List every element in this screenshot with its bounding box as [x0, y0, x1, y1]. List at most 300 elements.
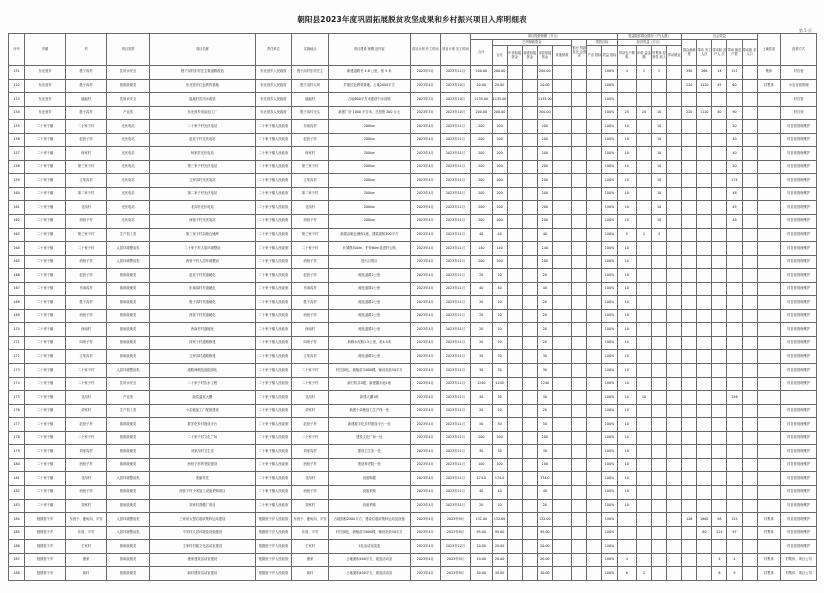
- cell-type: 基础设施类: [107, 458, 150, 472]
- cell-emp: [697, 133, 712, 147]
- cell-village: 二十家子村: [66, 120, 107, 134]
- cell-unit: 根德营子乡人民政府: [255, 567, 292, 581]
- cell-town: 二十家子镇: [25, 458, 66, 472]
- cell-emp2: 45: [712, 79, 727, 93]
- cell-seq: 181: [9, 472, 25, 486]
- cell-other: [552, 499, 571, 513]
- cell-city: 20.00: [537, 79, 552, 93]
- cell-end: 2023年9月: [440, 526, 470, 540]
- cell-village: 康家: [66, 553, 107, 567]
- cell-benefit: 100%: [602, 66, 617, 80]
- cell-end: 2023年11月: [440, 472, 470, 486]
- cell-collective: [652, 567, 667, 581]
- cell-annual: 10: [617, 215, 636, 229]
- cell-land: [757, 499, 781, 513]
- cell-jobs: [667, 472, 682, 486]
- cell-town: 二十家子镇: [25, 445, 66, 459]
- cell-end: 2023年11月: [440, 336, 470, 350]
- cell-jobs: [667, 391, 682, 405]
- cell-village: 胜子沟村: [66, 296, 107, 310]
- cell-city: 20: [537, 499, 552, 513]
- cell-emp2: [712, 120, 727, 134]
- cell-seq: 164: [9, 242, 25, 256]
- cell-town: 二十家子镇: [25, 472, 66, 486]
- cell-town: 东北营乡: [25, 79, 66, 93]
- cell-annual: 10: [617, 120, 636, 134]
- cell-collective: 2: [652, 66, 667, 80]
- cell-village: 杨家村: [66, 147, 107, 161]
- cell-seq: 158: [9, 160, 25, 174]
- cell-city: 95.00: [537, 526, 552, 540]
- cell-benefit: 100%: [602, 323, 617, 337]
- cell-total: 200: [471, 187, 493, 201]
- cell-annual: 10: [617, 201, 636, 215]
- cell-output: [587, 93, 602, 107]
- cell-total: 30: [471, 445, 493, 459]
- table-row: [9, 187, 817, 201]
- cell-output: [587, 269, 602, 283]
- cell-impl: 二十家子村: [292, 377, 329, 391]
- cell-poor-p: [742, 120, 757, 134]
- cell-emp: [697, 242, 712, 256]
- cell-seq: 165: [9, 255, 25, 269]
- cell-mode: 村自营管理维护: [781, 364, 817, 378]
- cell-land: [757, 296, 781, 310]
- cell-output: [587, 553, 602, 567]
- cell-fiscal-total: 100: [492, 458, 507, 472]
- page-title: 朝阳县2023年度巩固拓展脱贫攻坚成果和乡村振兴项目入库明细表: [297, 15, 527, 24]
- cell-seq: 167: [9, 282, 25, 296]
- cell-other: [552, 485, 571, 499]
- cell-type: 基础设施类: [107, 445, 150, 459]
- cell-sat: [682, 350, 697, 364]
- table-row: [9, 485, 817, 499]
- cell-annual: 10: [617, 323, 636, 337]
- cell-town: 二十家子镇: [25, 215, 66, 229]
- cell-sat: [682, 418, 697, 432]
- cell-poor-h: [727, 309, 742, 323]
- cell-benefit: 100%: [602, 472, 617, 486]
- col-name: 项目名称: [150, 34, 256, 66]
- cell-output: [587, 120, 602, 134]
- cell-output: [587, 377, 602, 391]
- cell-province: [522, 445, 537, 459]
- cell-impl: 东营、平安: [292, 526, 329, 540]
- cell-town: 二十家子镇: [25, 404, 66, 418]
- cell-mode: 村自营管理维护: [781, 296, 817, 310]
- cell-fiscal-total: 200: [492, 201, 507, 215]
- cell-emp2: [712, 201, 727, 215]
- cell-village: 北沟村: [66, 391, 107, 405]
- cell-city: 30: [537, 445, 552, 459]
- cell-province: [522, 120, 537, 134]
- cell-benefit: 100%: [602, 431, 617, 445]
- cell-town: 根德营子乡: [25, 513, 66, 527]
- cell-start: 2023年4月: [410, 269, 440, 283]
- cell-impl: 二十家子村: [292, 431, 329, 445]
- cell-fiscal-total: 200: [492, 133, 507, 147]
- col-village: 村: [66, 34, 107, 66]
- cell-city: 20: [537, 323, 552, 337]
- cell-mode: 村自营管理维护: [781, 147, 817, 161]
- table-body: [9, 66, 817, 581]
- cell-central: [507, 79, 522, 93]
- col-impl: 实施地点: [292, 34, 329, 66]
- cell-poor-h: [727, 93, 742, 107]
- cell-output: [587, 336, 602, 350]
- cell-poor-h: [727, 445, 742, 459]
- cell-town: 二十家子镇: [25, 147, 66, 161]
- cell-benefit: 100%: [602, 404, 617, 418]
- cell-start: 2023年4月: [410, 336, 440, 350]
- cell-total: 40: [471, 228, 493, 242]
- cell-land: 村集体: [757, 513, 781, 527]
- cell-central: [507, 336, 522, 350]
- cell-town: 二十家子镇: [25, 120, 66, 134]
- cell-city: 200: [537, 255, 552, 269]
- cell-benefit: 100%: [602, 458, 617, 472]
- cell-output: [587, 133, 602, 147]
- cell-emp: [697, 228, 712, 242]
- cell-other: [552, 269, 571, 283]
- cell-other: [552, 323, 571, 337]
- cell-type: 光伏电站: [107, 174, 150, 188]
- cell-land: [757, 120, 781, 134]
- cell-central: [507, 187, 522, 201]
- cell-sat: [682, 323, 697, 337]
- cell-total: 200: [471, 160, 493, 174]
- cell-content: 设备购置: [328, 472, 410, 486]
- cell-emp: [697, 350, 712, 364]
- cell-central: [507, 66, 522, 80]
- cell-land: [757, 445, 781, 459]
- cell-name: 西营子村光伏电站: [150, 215, 256, 229]
- cell-annual: 10: [617, 174, 636, 188]
- cell-central: [507, 391, 522, 405]
- cell-bank: [572, 445, 587, 459]
- cell-end: 2023年10月: [440, 79, 470, 93]
- cell-sat: 220: [682, 79, 697, 93]
- cell-fiscal-total: 20.00: [492, 540, 507, 554]
- cell-province: [522, 485, 537, 499]
- table-row: [9, 513, 817, 527]
- cell-poor-h: [727, 228, 742, 242]
- cell-central: [507, 201, 522, 215]
- cell-province: [522, 458, 537, 472]
- cell-land: [757, 255, 781, 269]
- cell-fiscal-total: 200: [492, 431, 507, 445]
- cell-incomes: [636, 242, 651, 256]
- cell-poor-h: 174: [727, 174, 742, 188]
- cell-sat: [682, 296, 697, 310]
- cell-other: [552, 404, 571, 418]
- cell-benefit: 100%: [602, 106, 617, 120]
- cell-incomes: [636, 160, 651, 174]
- cell-unit: 二十家子镇人民政府: [255, 242, 292, 256]
- cell-impl: 西营子村: [292, 215, 329, 229]
- cell-seq: 173: [9, 364, 25, 378]
- cell-poor-h: [727, 242, 742, 256]
- cell-other: [552, 66, 571, 80]
- cell-collective: 10: [652, 147, 667, 161]
- cell-start: 2023年4月: [410, 120, 440, 134]
- cell-bank: [572, 458, 587, 472]
- cell-collective: [652, 350, 667, 364]
- cell-town: 二十家子镇: [25, 323, 66, 337]
- table-row: [9, 215, 817, 229]
- cell-poor-p: [742, 255, 757, 269]
- cell-other: [552, 242, 571, 256]
- cell-poor-h: [727, 269, 742, 283]
- cell-fiscal-total: 20: [492, 499, 507, 513]
- cell-fiscal-total: 200: [492, 160, 507, 174]
- cell-central: [507, 147, 522, 161]
- cell-emp: [697, 391, 712, 405]
- cell-annual: 10: [617, 418, 636, 432]
- cell-bank: [572, 336, 587, 350]
- cell-poor-h: [727, 431, 742, 445]
- cell-fiscal-total: 20: [492, 404, 507, 418]
- cell-unit: 二十家子镇人民政府: [255, 458, 292, 472]
- cell-city: 40: [537, 228, 552, 242]
- cell-town: 二十家子镇: [25, 228, 66, 242]
- cell-village: 西南村: [66, 323, 107, 337]
- cell-village: 东营子、鹿角沟、平安: [66, 513, 107, 527]
- cell-fiscal-total: 200.00: [492, 66, 507, 80]
- cell-jobs: [667, 418, 682, 432]
- cell-type: 基础设施类: [107, 567, 150, 581]
- cell-start: 2023年4月: [410, 499, 440, 513]
- table-row: [9, 296, 817, 310]
- cell-village: 第二家子村: [66, 187, 107, 201]
- cell-collective: [652, 404, 667, 418]
- cell-end: 2023年11月: [440, 391, 470, 405]
- cell-town: 二十家子镇: [25, 391, 66, 405]
- cell-output: [587, 567, 602, 581]
- cell-total: 20: [471, 336, 493, 350]
- cell-output: [587, 66, 602, 80]
- cell-fiscal-total: 1135.00: [492, 93, 507, 107]
- cell-unit: 二十家子镇人民政府: [255, 282, 292, 296]
- cell-province: [522, 567, 537, 581]
- cell-mode: 村自营管理维护: [781, 485, 817, 499]
- cell-bank: [572, 255, 587, 269]
- cell-emp: [697, 93, 712, 107]
- cell-content: 扩建红色教育基地，占地2000平方: [328, 79, 410, 93]
- cell-collective: [652, 377, 667, 391]
- cell-unit: 二十家子镇人民政府: [255, 201, 292, 215]
- cell-impl: 东营子、鹿角沟、平安: [292, 513, 329, 527]
- cell-type: 基础设施类: [107, 269, 150, 283]
- cell-name: 道路两侧及庭院绿化: [150, 364, 256, 378]
- cell-start: 2023年4月: [410, 215, 440, 229]
- cell-village: 刘家沟村: [66, 445, 107, 459]
- cell-jobs: [667, 255, 682, 269]
- cell-total: 1240: [471, 377, 493, 391]
- cell-other: [552, 228, 571, 242]
- cell-unit: 东北营乡人民政府: [255, 93, 292, 107]
- cell-collective: [652, 553, 667, 567]
- cell-central: [507, 567, 522, 581]
- cell-land: [757, 228, 781, 242]
- cell-name: 王家村村级文化活动室建设: [150, 540, 256, 554]
- cell-total: 100: [471, 458, 493, 472]
- cell-type: 饮用水安全: [107, 377, 150, 391]
- cell-unit: 二十家子镇人民政府: [255, 215, 292, 229]
- cell-poor-p: [742, 553, 757, 567]
- cell-fiscal-total: 20.00: [492, 553, 507, 567]
- cell-town: 二十家子镇: [25, 309, 66, 323]
- cell-land: 村集体: [757, 526, 781, 540]
- cell-type: 人居环境整治类: [107, 472, 150, 486]
- cell-province: [522, 282, 537, 296]
- col-group-econ: 经济效益（万元）: [617, 40, 682, 46]
- cell-poor-p: [742, 242, 757, 256]
- cell-poor-h: [727, 296, 742, 310]
- cell-start: 2023年4月: [410, 404, 440, 418]
- cell-collective: 10: [652, 160, 667, 174]
- cell-start: 2023年4月: [410, 187, 440, 201]
- cell-end: 2023年11月: [440, 296, 470, 310]
- cell-content: 200kw: [328, 215, 410, 229]
- col-town: 乡镇: [25, 34, 66, 66]
- cell-province: [522, 404, 537, 418]
- cell-sat: [682, 526, 697, 540]
- cell-total: 174.0: [471, 472, 493, 486]
- cell-benefit: 100%: [602, 242, 617, 256]
- cell-unit: 东北营乡人民政府: [255, 66, 292, 80]
- cell-sat: [682, 242, 697, 256]
- cell-end: 2023年9月: [440, 567, 470, 581]
- cell-collective: 10: [652, 215, 667, 229]
- cell-poor-h: [727, 255, 742, 269]
- cell-output: [587, 242, 602, 256]
- cell-start: 2023年3月: [410, 106, 440, 120]
- cell-unit: 二十家子镇人民政府: [255, 147, 292, 161]
- cell-town: 二十家子镇: [25, 160, 66, 174]
- cell-seq: 151: [9, 66, 25, 80]
- cell-end: 2023年11月: [440, 66, 470, 80]
- cell-incomes: 10: [636, 391, 651, 405]
- cell-sat: [682, 187, 697, 201]
- cell-fiscal-total: 200: [492, 215, 507, 229]
- cell-town: 二十家子镇: [25, 418, 66, 432]
- cell-jobs: [667, 350, 682, 364]
- cell-emp2: [712, 336, 727, 350]
- cell-collective: [652, 93, 667, 107]
- cell-emp: [697, 404, 712, 418]
- cell-emp: 1120: [697, 106, 712, 120]
- col-annual: 带动农户增收: [617, 46, 636, 66]
- cell-incomes: [636, 445, 651, 459]
- cell-bank: [572, 174, 587, 188]
- cell-fiscal-total: 30: [492, 391, 507, 405]
- cell-city: 30: [537, 350, 552, 364]
- cell-incomes: 2: [636, 228, 651, 242]
- cell-mode: 村自管: [781, 93, 817, 107]
- cell-benefit: 100%: [602, 309, 617, 323]
- cell-poor-h: 48: [727, 215, 742, 229]
- cell-poor-p: [742, 350, 757, 364]
- col-mode: 经营方式: [781, 34, 817, 66]
- cell-bank: [572, 418, 587, 432]
- cell-land: 村集体: [757, 567, 781, 581]
- cell-collective: 10: [652, 201, 667, 215]
- cell-emp: [697, 309, 712, 323]
- cell-province: [522, 269, 537, 283]
- cell-town: 二十家子镇: [25, 336, 66, 350]
- cell-emp2: [712, 445, 727, 459]
- cell-poor-h: 40: [727, 133, 742, 147]
- table-row: [9, 309, 817, 323]
- cell-village: 二十家子村: [66, 364, 107, 378]
- cell-village: 二十家子村: [66, 431, 107, 445]
- cell-village: 新村: [66, 567, 107, 581]
- cell-sat: [682, 391, 697, 405]
- cell-incomes: [636, 215, 651, 229]
- cell-land: [757, 309, 781, 323]
- cell-incomes: [636, 418, 651, 432]
- cell-emp: [697, 147, 712, 161]
- cell-poor-h: 256: [727, 391, 742, 405]
- cell-annual: [617, 93, 636, 107]
- cell-poor-p: [742, 79, 757, 93]
- cell-mode: 小农自营管理: [781, 79, 817, 93]
- cell-city: 200: [537, 133, 552, 147]
- cell-annual: 25: [617, 106, 636, 120]
- cell-poor-p: [742, 309, 757, 323]
- cell-land: [757, 350, 781, 364]
- cell-seq: 188: [9, 567, 25, 581]
- cell-mode: 村自营管理维护: [781, 472, 817, 486]
- cell-start: 2023年4月: [410, 160, 440, 174]
- cell-unit: 根德营子乡人民政府: [255, 526, 292, 540]
- cell-seq: 155: [9, 120, 25, 134]
- cell-central: [507, 499, 522, 513]
- cell-jobs: [667, 553, 682, 567]
- cell-total: 30: [471, 350, 493, 364]
- cell-emp2: [712, 540, 727, 554]
- cell-land: [757, 174, 781, 188]
- cell-seq: 153: [9, 93, 25, 107]
- col-type: 项目类型: [107, 34, 150, 66]
- cell-content: 硬化道路2公里: [328, 309, 410, 323]
- cell-name: 四家子村道路修建: [150, 336, 256, 350]
- cell-jobs: [667, 133, 682, 147]
- cell-end: 2023年11月: [440, 201, 470, 215]
- table-row: [9, 133, 817, 147]
- cell-impl: 北沟村: [292, 472, 329, 486]
- cell-city: 174.0: [537, 472, 552, 486]
- cell-start: 2023年4月: [410, 391, 440, 405]
- cell-collective: 3: [652, 228, 667, 242]
- table-row: [9, 93, 817, 107]
- cell-output: [587, 391, 602, 405]
- cell-end: 2023年11月: [440, 309, 470, 323]
- cell-mode: 村自营管理维护: [781, 499, 817, 513]
- cell-bank: [572, 228, 587, 242]
- cell-province: [522, 350, 537, 364]
- cell-total: 140: [471, 242, 493, 256]
- cell-city: 200: [537, 201, 552, 215]
- cell-incomes: [636, 201, 651, 215]
- cell-collective: [652, 282, 667, 296]
- cell-poor-p: [742, 106, 757, 120]
- cell-type: 光伏电站: [107, 215, 150, 229]
- cell-poor-p: [742, 282, 757, 296]
- cell-sat: [682, 133, 697, 147]
- cell-poor-p: [742, 228, 757, 242]
